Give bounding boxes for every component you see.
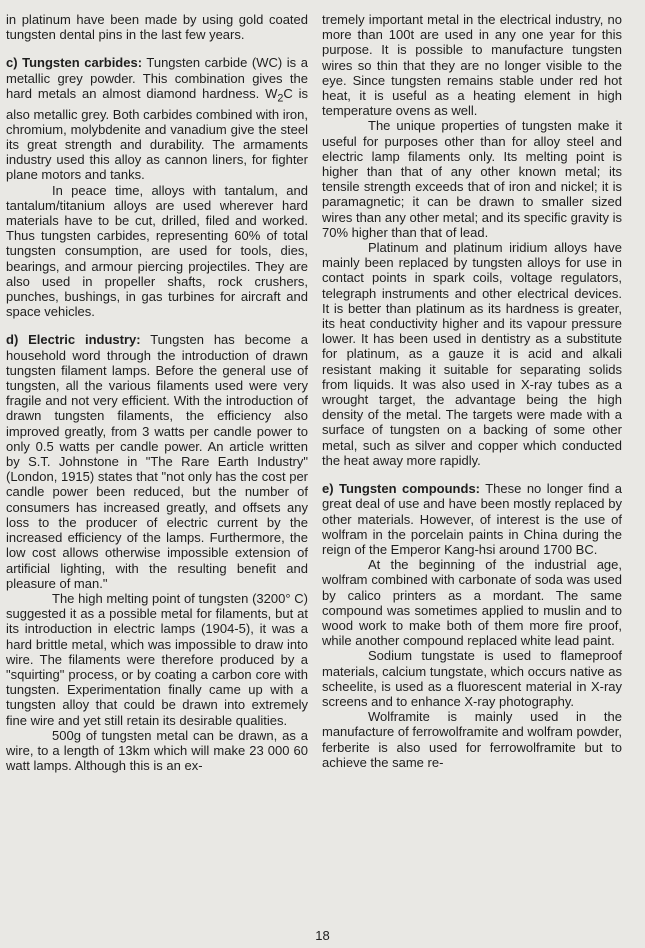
carbides-text-b: C is also metallic grey. Both carbides combined with iron, chromium, molybdenite and vanadium give the steel its great strength and durability. The armaments industry used this alloy as cannon liners, for fighter plane motors and tanks. <box>6 85 308 183</box>
intro-paragraph: in platinum have been made by using gold coated tungsten dental pins in the last few years. <box>6 12 308 43</box>
electric-paragraph-2: The high melting point of tungsten (3200° C) suggested it as a possible metal for filaments, but at its introduction in electric lamps (1904-5), it was a hard brittle metal, which was impossible to draw into wire. The filaments were therefore produced by a "squirting" process, or by coating a carbon core with tungsten. Experimentation finally came up with a tungsten alloy that could be drawn into extremely fine wire and yet still retain its desirable qualities. <box>6 590 308 728</box>
electric-text: Tungsten has become a household word through the introduction of drawn tungsten filament lamps. Before the general use of tungsten, all the various filaments used were very fragile and not very efficient. With the introduction of drawn tungsten filaments, the efficiency also improved greatly, from 3 watts per candle power to only 0.5 watts per candle power. An article written by S.T. Johnstone in "The Rare Earth Industry" (London, 1915) states that "not only has the cost per candle power been reduced, but the number of consumers has increased greatly, and offsets any loss to the producer of electric current by the increased efficiency of the lamps. Furthermore, the low cost allows otherwise impossible extension of artificial lighting, with the resulting benefit and pleasure of man." <box>6 332 308 591</box>
electric-paragraph-3: 500g of tungsten metal can be drawn, as a wire, to a length of 13km which will make 23 000 60 watt lamps. Although this is an ex- <box>6 727 308 774</box>
compounds-heading: e) Tungsten compounds: <box>322 481 481 497</box>
left-column <box>6 12 308 773</box>
compounds-paragraph <box>322 481 622 557</box>
platinum-paragraph: Platinum and platinum iridium alloys have mainly been replaced by tungsten alloys for use in contact points in spark coils, voltage regulators, telegraph instruments and other electrical devices. It is better than platinum as its hardness is greater, its heat conductivity higher and its vapour pressure lower. It has been used in dentistry as a substitute for platinum, as a gauze it is acid and alkali resistant making it suitable for separating solids from liquids. It was also used in X-ray tubes as a wrought target, the advantage being the high density of the metal. The targets were made with a surface of tungsten on a backing of some other metal, such as silver and copper which conducted the heat away more rapidly. <box>322 240 622 468</box>
carbides-paragraph <box>6 55 308 182</box>
electric-paragraph <box>6 332 308 590</box>
right-column <box>322 12 622 770</box>
carbides-paragraph-2: In peace time, alloys with tantalum, and tantalum/titanium alloys are used wherever hard materials have to be cut, drilled, filed and worked. Thus tungsten carbides, representing 60% of total tungsten consumption, are used for tools, dies, bearings, and armour piercing projectiles. They are also used in propeller shafts, rock crushers, punches, bushings, in gas turbines for aircraft and space vehicles. <box>6 182 308 320</box>
page-number: 18 <box>315 928 330 943</box>
carbides-text-a: Tungsten carbide (WC) is a metallic grey powder. This combination gives the hard metals an almost diamond hardness. W <box>6 55 308 101</box>
carbides-heading: c) Tungsten carbides: <box>6 55 143 71</box>
compounds-paragraph-2: At the beginning of the industrial age, wolfram combined with carbonate of soda was used by calico printers as a mordant. The same compound was sometimes applied to muslin and to wood work to make both of them more fire proof, while another compound replaced white lead paint. <box>322 557 622 649</box>
carbides-subscript: 2 <box>277 92 284 105</box>
compounds-text: These no longer find a great deal of use and have been mostly replaced by other materials. However, of interest is the use of wolfram in the porcelain paints in China during the reign of the Emperor Kang-hsi around 1700 BC. <box>322 481 622 557</box>
unique-properties-paragraph: The unique properties of tungsten make it useful for purposes other than for alloy steel and electric lamp filaments only. Its melting point is higher than that of any other known metal; its tensile strength exceeds that of iron and nickel; it is paramagnetic; it can be drawn to smaller sized wires than any other metal; and its specific gravity is 70% higher than that of lead. <box>322 118 622 240</box>
continued-paragraph: tremely important metal in the electrical industry, no more than 100t are used in any one year for this purpose. It is possible to manufacture tungsten wires so thin that they are no longer visible to the eye. Since tungsten remains stable under red hot heat, it is useful as a heating element in high temperature ovens as well. <box>322 12 622 119</box>
compounds-paragraph-3: Sodium tungstate is used to flameproof materials, calcium tungstate, which occurs native as scheelite, is used as a fluorescent material in X-ray screens and to enhance X-ray photography. <box>322 648 622 709</box>
electric-heading: d) Electric industry: <box>6 332 141 348</box>
compounds-paragraph-4: Wolframite is mainly used in the manufacture of ferrowolframite and wolfram powder, ferberite is also used for ferrowolframite but to achieve the same re- <box>322 709 622 770</box>
